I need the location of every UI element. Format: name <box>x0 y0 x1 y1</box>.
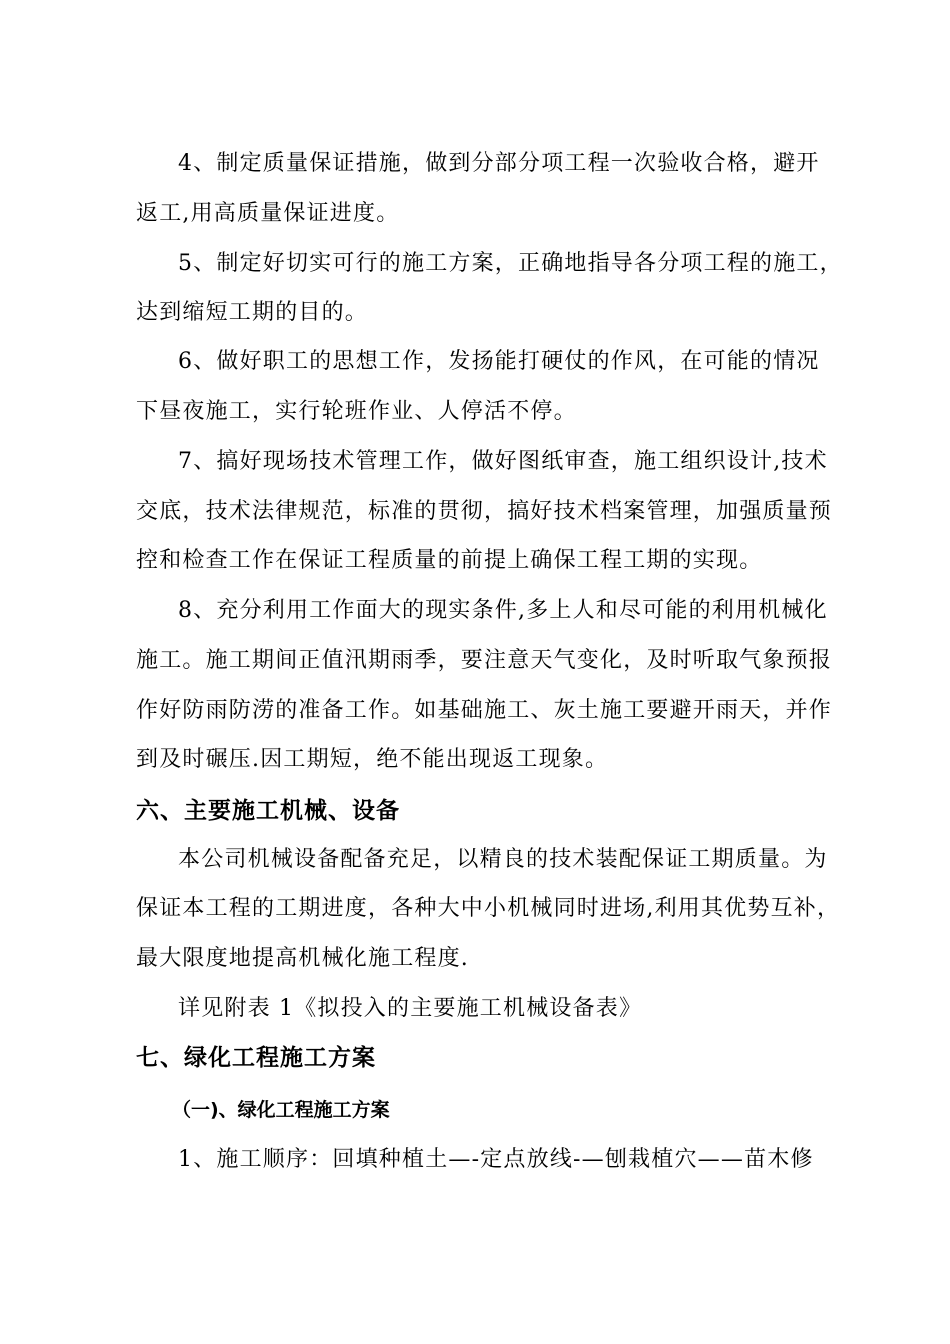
section-7-subheading: （一)、绿化工程施工方案 <box>172 1099 390 1121</box>
item-7-line-1: 7、搞好现场技术管理工作，做好图纸审查，施工组织设计,技术 <box>178 449 828 474</box>
section-7-step-1: 1、施工顺序：回填种植土—-定点放线-—刨栽植穴——苗木修 <box>178 1147 814 1172</box>
item-8-line-2: 施工。施工期间正值汛期雨季，要注意天气变化，及时听取气象预报 <box>136 648 833 673</box>
item-8-line-3: 作好防雨防涝的准备工作。如基础施工、灰土施工要避开雨天，并作 <box>136 698 833 723</box>
item-5-line-1: 5、制定好切实可行的施工方案，正确地指导各分项工程的施工， <box>178 251 843 276</box>
item-5-line-2: 达到缩短工期的目的。 <box>136 300 369 325</box>
section-6-reference: 详见附表 1《拟投入的主要施工机械设备表》 <box>178 996 643 1021</box>
item-4-line-2: 返工,用高质量保证进度。 <box>136 201 400 226</box>
item-4-line-1: 4、制定质量保证措施，做到分部分项工程一次验收合格，避开 <box>178 151 820 176</box>
section-7-heading: 七、绿化工程施工方案 <box>136 1045 376 1071</box>
section-6-para-line-3: 最大限度地提高机械化施工程度. <box>136 946 469 971</box>
item-8-line-4: 到及时碾压.因工期短，绝不能出现返工现象。 <box>136 747 609 772</box>
section-6-para-line-1: 本公司机械设备配备充足，以精良的技术装配保证工期质量。为 <box>178 847 828 872</box>
item-6-line-2: 下昼夜施工，实行轮班作业、人停活不停。 <box>136 399 577 424</box>
item-7-line-2: 交底，技术法律规范，标准的贯彻，搞好技术档案管理，加强质量预 <box>136 499 833 524</box>
section-6-heading: 六、主要施工机械、设备 <box>136 798 400 824</box>
item-8-line-1: 8、充分利用工作面大的现实条件,多上人和尽可能的利用机械化 <box>178 598 828 623</box>
item-6-line-1: 6、做好职工的思想工作，发扬能打硬仗的作风，在可能的情况 <box>178 349 820 374</box>
item-7-line-3: 控和检查工作在保证工程质量的前提上确保工程工期的实现。 <box>136 548 763 573</box>
section-6-para-line-2: 保证本工程的工期进度，各种大中小机械同时进场,利用其优势互补， <box>136 896 841 921</box>
